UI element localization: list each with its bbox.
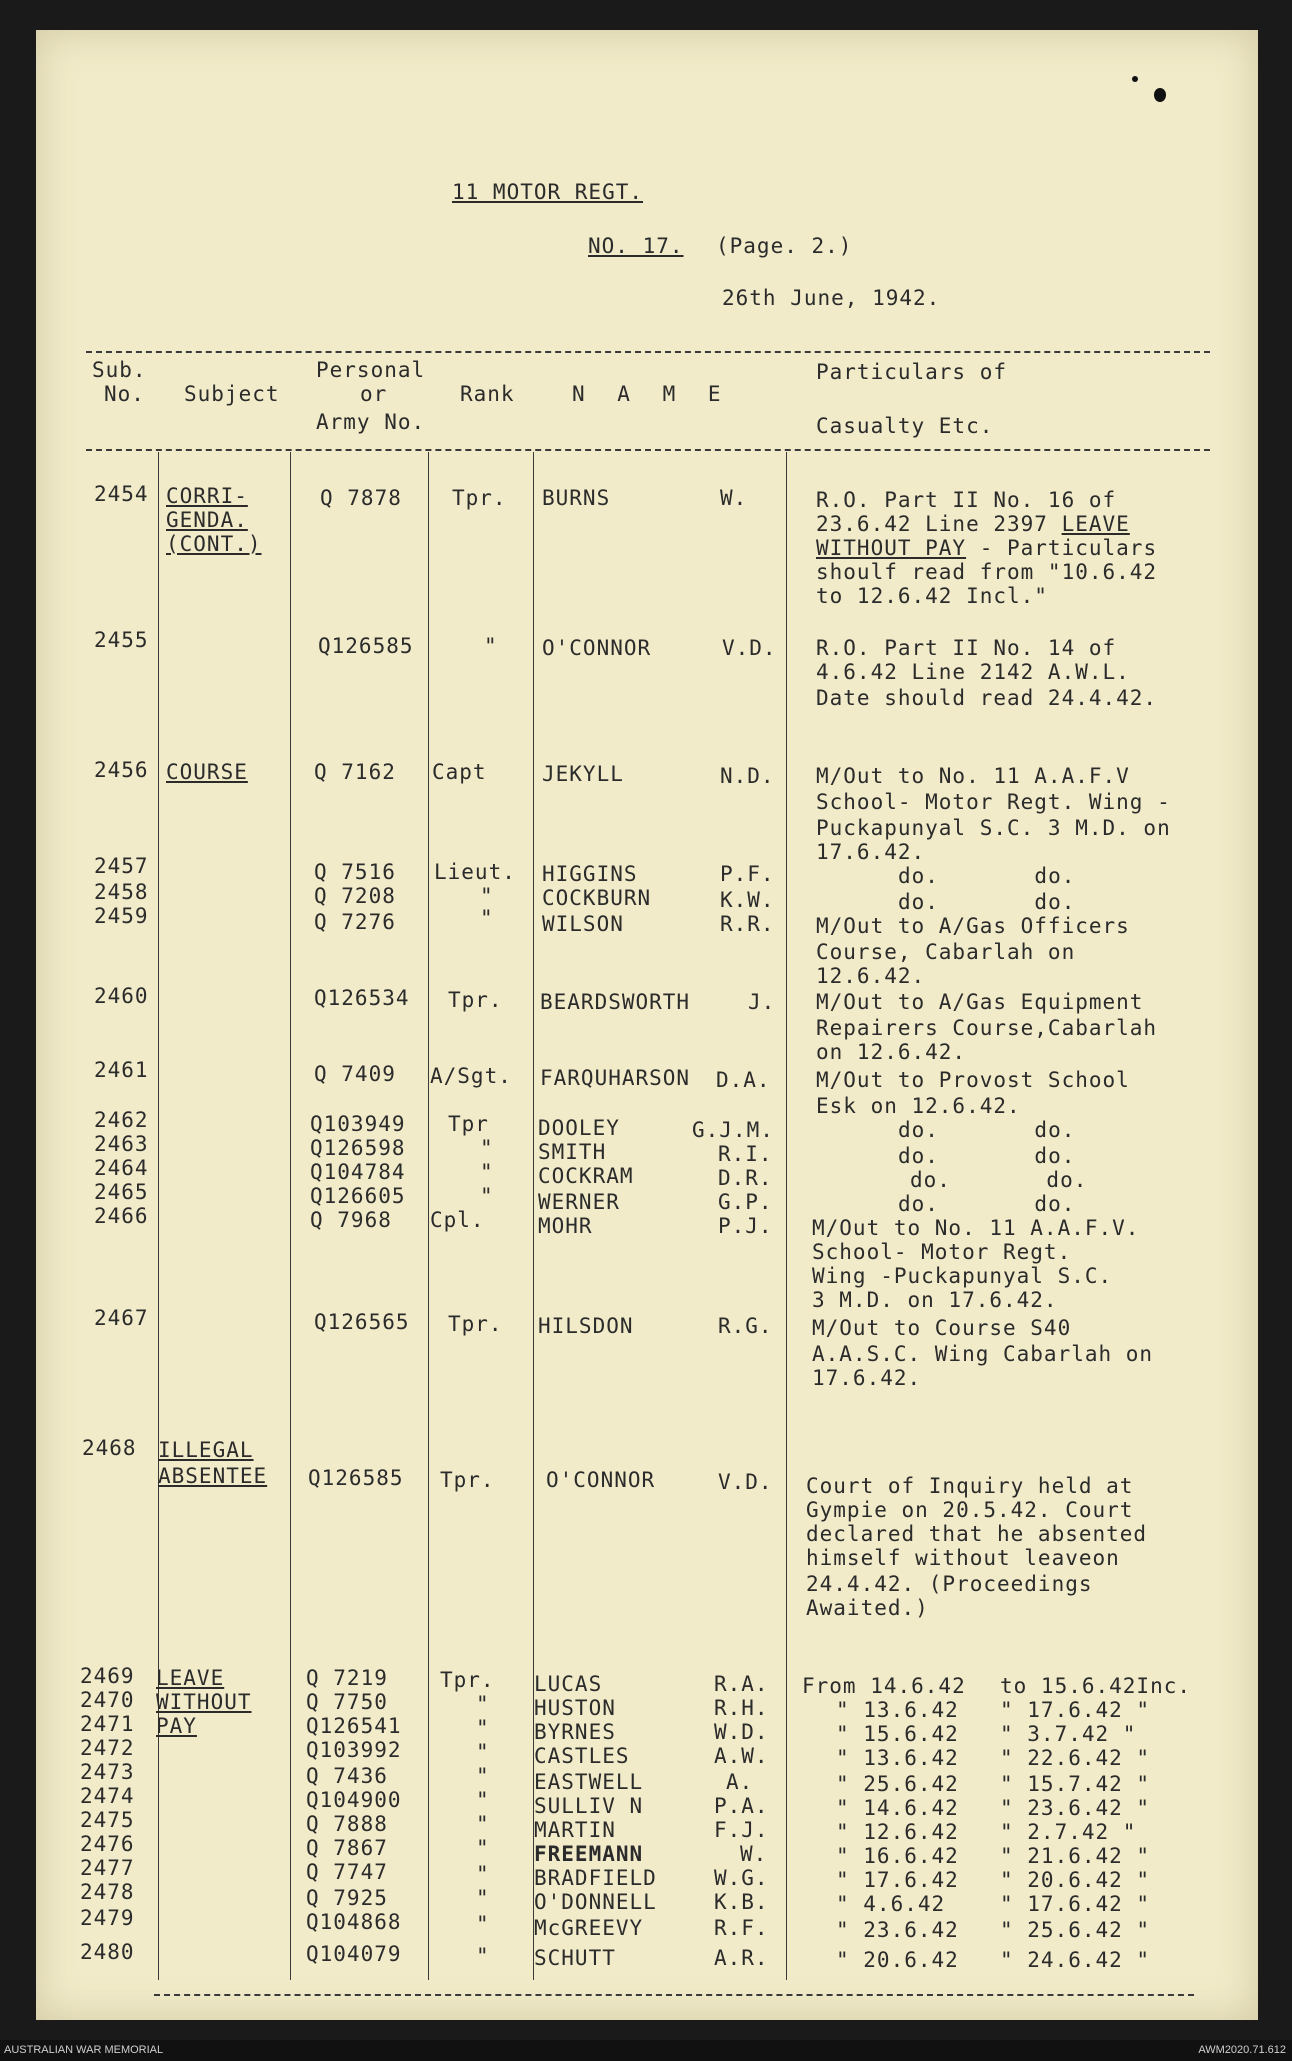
serial-number: 2464 xyxy=(94,1156,149,1180)
particulars-line: Course, Cabarlah on xyxy=(816,940,1076,964)
initials: D.A. xyxy=(716,1068,771,1092)
particulars-line: R.O. Part II No. 16 of xyxy=(816,488,1117,512)
initials: D.R. xyxy=(718,1166,773,1190)
surname: DOOLEY xyxy=(538,1116,620,1140)
particulars-line: 3 M.D. on 17.6.42. xyxy=(812,1288,1058,1312)
initials: G.J.M. xyxy=(692,1118,774,1142)
order-date: 26th June, 1942. xyxy=(722,286,941,310)
initials: R.R. xyxy=(720,912,775,936)
army-number: Q126605 xyxy=(310,1184,406,1208)
particulars-line: Awaited.) xyxy=(806,1596,929,1620)
rank: " xyxy=(476,1912,490,1936)
surname: LUCAS xyxy=(534,1672,603,1696)
rank: " xyxy=(480,1184,494,1208)
particulars-line: M/Out to Course S40 xyxy=(812,1316,1072,1340)
particulars-line: School- Motor Regt. Wing - xyxy=(816,790,1171,814)
particulars-line: Esk on 12.6.42. xyxy=(816,1094,1021,1118)
col-personal: or xyxy=(360,382,388,406)
rank: " xyxy=(476,1862,490,1886)
army-number: Q 7436 xyxy=(306,1764,388,1788)
serial-number: 2467 xyxy=(94,1306,149,1330)
army-number: Q 7878 xyxy=(320,486,402,510)
leave-to: to 15.6.42Inc. xyxy=(1000,1674,1192,1698)
surname: JEKYLL xyxy=(542,762,624,786)
page-number: (Page. 2.) xyxy=(716,234,853,258)
surname: HILSDON xyxy=(538,1314,634,1338)
ink-blot xyxy=(1154,88,1166,102)
leave-to: " 2.7.42 " xyxy=(1000,1820,1137,1844)
archive-reference: AWM2020.71.612 xyxy=(1198,2044,1286,2056)
particulars-line: 12.6.42. xyxy=(816,964,926,988)
particulars-line: Wing -Puckapunyal S.C. xyxy=(812,1264,1113,1288)
leave-from: " 13.6.42 xyxy=(836,1746,959,1770)
army-number: Q103992 xyxy=(306,1738,402,1762)
particulars-line: do. do. xyxy=(898,1144,1076,1168)
serial-number: 2480 xyxy=(80,1940,135,1964)
rank: Lieut. xyxy=(434,860,516,884)
rank: " xyxy=(480,906,494,930)
rank: " xyxy=(480,1136,494,1160)
initials: R.A. xyxy=(714,1672,769,1696)
particulars-line: M/Out to No. 11 A.A.F.V xyxy=(816,764,1130,788)
particulars-line: 4.6.42 Line 2142 A.W.L. xyxy=(816,660,1130,684)
army-number: Q126534 xyxy=(314,986,410,1010)
rank: " xyxy=(480,1160,494,1184)
column-rule xyxy=(786,452,787,1980)
serial-number: 2455 xyxy=(94,628,149,652)
particulars-line xyxy=(816,536,1157,560)
initials: V.D. xyxy=(722,636,777,660)
serial-number: 2462 xyxy=(94,1108,149,1132)
leave-to: " 20.6.42 " xyxy=(1000,1868,1151,1892)
order-number: NO. 17. xyxy=(588,234,684,258)
serial-number: 2471 xyxy=(80,1712,135,1736)
leave-to: " 17.6.42 " xyxy=(1000,1698,1151,1722)
initials: P.A. xyxy=(714,1794,769,1818)
particulars-line: 24.4.42. (Proceedings xyxy=(806,1572,1093,1596)
serial-number: 2472 xyxy=(80,1736,135,1760)
particulars-line: 17.6.42. xyxy=(816,840,926,864)
col-particulars: Casualty Etc. xyxy=(816,414,994,438)
surname: EASTWELL xyxy=(534,1770,644,1794)
column-rule xyxy=(428,452,429,1980)
leave-to: " 17.6.42 " xyxy=(1000,1892,1151,1916)
particulars-line: M/Out to A/Gas Equipment xyxy=(816,990,1144,1014)
col-subject: Subject xyxy=(184,382,280,406)
section-subject: PAY xyxy=(156,1714,197,1738)
rank: " xyxy=(476,1740,490,1764)
rank: " xyxy=(476,1812,490,1836)
surname: WERNER xyxy=(538,1190,620,1214)
header-divider-top xyxy=(86,351,1210,353)
leave-from: " 15.6.42 xyxy=(836,1722,959,1746)
rank: Tpr. xyxy=(448,988,503,1012)
serial-number: 2478 xyxy=(80,1880,135,1904)
particulars-text: - Particulars xyxy=(966,536,1158,560)
serial-number: 2473 xyxy=(80,1760,135,1784)
initials: J. xyxy=(748,990,776,1014)
serial-number: 2479 xyxy=(80,1906,135,1930)
initials: A.R. xyxy=(714,1946,769,1970)
rank: " xyxy=(476,1692,490,1716)
surname: O'DONNELL xyxy=(534,1890,657,1914)
army-number: Q 7747 xyxy=(306,1860,388,1884)
particulars-line: School- Motor Regt. xyxy=(812,1240,1072,1264)
section-subject: GENDA. xyxy=(166,508,248,532)
particulars-line: M/Out to No. 11 A.A.F.V. xyxy=(812,1216,1140,1240)
particulars-line: Court of Inquiry held at xyxy=(806,1474,1134,1498)
initials: W.G. xyxy=(714,1866,769,1890)
col-personal: Personal xyxy=(316,358,426,382)
army-number: Q104900 xyxy=(306,1788,402,1812)
rank: Cpl. xyxy=(430,1208,485,1232)
bottom-divider xyxy=(154,1994,1194,1996)
initials: R.I. xyxy=(718,1142,773,1166)
section-subject: (CONT.) xyxy=(166,532,262,556)
surname: McGREEVY xyxy=(534,1916,644,1940)
leave-to: " 25.6.42 " xyxy=(1000,1918,1151,1942)
particulars-line: shoulf read from "10.6.42 xyxy=(816,560,1158,584)
serial-number: 2463 xyxy=(94,1132,149,1156)
surname: WILSON xyxy=(542,912,624,936)
surname: BYRNES xyxy=(534,1720,616,1744)
col-sub-no: Sub. xyxy=(92,358,147,382)
surname: BRADFIELD xyxy=(534,1866,657,1890)
surname: BEARDSWORTH xyxy=(540,990,691,1014)
serial-number: 2461 xyxy=(94,1058,149,1082)
particulars-line: Puckapunyal S.C. 3 M.D. on xyxy=(816,816,1171,840)
army-number: Q 7219 xyxy=(306,1666,388,1690)
unit-title: 11 MOTOR REGT. xyxy=(452,180,644,204)
rank: " xyxy=(476,1836,490,1860)
army-number: Q126585 xyxy=(308,1466,404,1490)
leave-from: " 4.6.42 xyxy=(836,1892,946,1916)
army-number: Q 7409 xyxy=(314,1062,396,1086)
leave-from: " 12.6.42 xyxy=(836,1820,959,1844)
col-name: N A M E xyxy=(572,382,731,406)
army-number: Q126598 xyxy=(310,1136,406,1160)
section-subject: CORRI- xyxy=(166,484,248,508)
initials: R.G. xyxy=(718,1314,773,1338)
army-number: Q 7516 xyxy=(314,860,396,884)
leave-to: " 3.7.42 " xyxy=(1000,1722,1137,1746)
rank: " xyxy=(476,1764,490,1788)
particulars-line: Date should read 24.4.42. xyxy=(816,686,1158,710)
initials: P.F. xyxy=(720,862,775,886)
particulars-line: do. do. xyxy=(898,1192,1076,1216)
army-number: Q 7867 xyxy=(306,1836,388,1860)
surname: O'CONNOR xyxy=(542,636,652,660)
rank: " xyxy=(484,634,498,658)
leave-to: " 21.6.42 " xyxy=(1000,1844,1151,1868)
army-number: Q 7968 xyxy=(310,1208,392,1232)
section-subject: ILLEGAL xyxy=(158,1438,254,1462)
surname: O'CONNOR xyxy=(546,1468,656,1492)
serial-number: 2475 xyxy=(80,1808,135,1832)
particulars-line: M/Out to Provost School xyxy=(816,1068,1130,1092)
particulars-line: do. do. xyxy=(898,1118,1076,1142)
army-number: Q 7925 xyxy=(306,1886,388,1910)
serial-number: 2477 xyxy=(80,1856,135,1880)
army-number: Q104784 xyxy=(310,1160,406,1184)
initials: P.J. xyxy=(718,1214,773,1238)
section-subject: COURSE xyxy=(166,760,248,784)
initials: R.H. xyxy=(714,1696,769,1720)
particulars-line: do. do. xyxy=(898,890,1076,914)
particulars-line: Repairers Course,Cabarlah xyxy=(816,1016,1158,1040)
leave-from: " 20.6.42 xyxy=(836,1948,959,1972)
particulars-text: WITHOUT PAY xyxy=(816,536,967,560)
particulars-line: M/Out to A/Gas Officers xyxy=(816,914,1130,938)
rank: " xyxy=(480,884,494,908)
surname: COCKRAM xyxy=(538,1164,634,1188)
army-number: Q126565 xyxy=(314,1310,410,1334)
army-number: Q126585 xyxy=(318,634,414,658)
column-rule xyxy=(290,452,291,1980)
surname: SCHUTT xyxy=(534,1946,616,1970)
col-rank: Rank xyxy=(460,382,515,406)
rank: " xyxy=(476,1788,490,1812)
army-number: Q104868 xyxy=(306,1910,402,1934)
serial-number: 2457 xyxy=(94,854,149,878)
leave-to: " 23.6.42 " xyxy=(1000,1796,1151,1820)
initials: F.J. xyxy=(714,1818,769,1842)
section-subject: ABSENTEE xyxy=(158,1464,268,1488)
particulars-line: Gympie on 20.5.42. Court xyxy=(806,1498,1134,1522)
army-number: Q 7208 xyxy=(314,884,396,908)
particulars-line: R.O. Part II No. 14 of xyxy=(816,636,1117,660)
leave-to: " 15.7.42 " xyxy=(1000,1772,1151,1796)
rank: Tpr. xyxy=(452,486,507,510)
ink-blot xyxy=(1132,76,1138,82)
particulars-line: do. do. xyxy=(910,1168,1088,1192)
serial-number: 2469 xyxy=(80,1664,135,1688)
surname: HUSTON xyxy=(534,1696,616,1720)
particulars-line: do. do. xyxy=(898,864,1076,888)
surname: SMITH xyxy=(538,1140,607,1164)
serial-number: 2465 xyxy=(94,1180,149,1204)
initials: A.W. xyxy=(714,1744,769,1768)
leave-from: " 25.6.42 xyxy=(836,1772,959,1796)
serial-number: 2454 xyxy=(94,482,149,506)
surname: MARTIN xyxy=(534,1818,616,1842)
initials: V.D. xyxy=(718,1470,773,1494)
rank: " xyxy=(476,1944,490,1968)
initials: W. xyxy=(720,486,748,510)
leave-from: " 14.6.42 xyxy=(836,1796,959,1820)
rank: " xyxy=(476,1886,490,1910)
serial-number: 2466 xyxy=(94,1204,149,1228)
particulars-line: on 12.6.42. xyxy=(816,1040,967,1064)
particulars-line: to 12.6.42 Incl." xyxy=(816,584,1048,608)
surname: FARQUHARSON xyxy=(540,1066,691,1090)
col-particulars: Particulars of xyxy=(816,360,1008,384)
serial-number: 2459 xyxy=(94,904,149,928)
initials: R.F. xyxy=(714,1916,769,1940)
initials: N.D. xyxy=(720,764,775,788)
army-number: Q 7888 xyxy=(306,1812,388,1836)
serial-number: 2468 xyxy=(82,1436,137,1460)
surname: MOHR xyxy=(538,1214,593,1238)
serial-number: 2476 xyxy=(80,1832,135,1856)
army-number: Q104079 xyxy=(306,1942,402,1966)
initials: W.D. xyxy=(714,1720,769,1744)
leave-from: " 23.6.42 xyxy=(836,1918,959,1942)
army-number: Q103949 xyxy=(310,1112,406,1136)
archive-name: AUSTRALIAN WAR MEMORIAL xyxy=(4,2044,164,2056)
army-number: Q 7750 xyxy=(306,1690,388,1714)
archive-footer xyxy=(0,2040,1292,2061)
rank: Tpr. xyxy=(448,1312,503,1336)
column-rule xyxy=(158,452,159,1980)
serial-number: 2470 xyxy=(80,1688,135,1712)
header-divider-bottom xyxy=(86,449,1210,451)
serial-number: 2460 xyxy=(94,984,149,1008)
rank: Capt xyxy=(432,760,487,784)
serial-number: 2458 xyxy=(94,880,149,904)
leave-to: " 22.6.42 " xyxy=(1000,1746,1151,1770)
particulars-text: 23.6.42 Line 2397 xyxy=(816,512,1062,536)
particulars-text: LEAVE xyxy=(1061,512,1130,536)
serial-number: 2456 xyxy=(94,758,149,782)
leave-from: " 17.6.42 xyxy=(836,1868,959,1892)
rank: A/Sgt. xyxy=(430,1064,512,1088)
particulars-line: 17.6.42. xyxy=(812,1366,922,1390)
leave-from: From 14.6.42 xyxy=(802,1674,966,1698)
army-number: Q 7162 xyxy=(314,760,396,784)
particulars-line: declared that he absented xyxy=(806,1522,1148,1546)
leave-from: " 13.6.42 xyxy=(836,1698,959,1722)
serial-number: 2474 xyxy=(80,1784,135,1808)
surname: HIGGINS xyxy=(542,862,638,886)
rank: Tpr xyxy=(448,1112,489,1136)
initials: K.B. xyxy=(714,1890,769,1914)
initials: W. xyxy=(740,1842,768,1866)
section-subject: WITHOUT xyxy=(156,1690,252,1714)
surname: CASTLES xyxy=(534,1744,630,1768)
initials: K.W. xyxy=(720,888,775,912)
leave-to: " 24.6.42 " xyxy=(1000,1948,1151,1972)
rank: Tpr. xyxy=(440,1468,495,1492)
surname: FREEMANN xyxy=(534,1842,644,1866)
surname: COCKBURN xyxy=(542,886,652,910)
particulars-line: A.A.S.C. Wing Cabarlah on xyxy=(812,1342,1154,1366)
army-number: Q 7276 xyxy=(314,910,396,934)
initials: G.P. xyxy=(718,1190,773,1214)
surname: BURNS xyxy=(542,486,611,510)
col-personal: Army No. xyxy=(316,410,426,434)
section-subject: LEAVE xyxy=(156,1666,225,1690)
rank: Tpr. xyxy=(440,1668,495,1692)
particulars-line xyxy=(816,512,1130,536)
initials: A. xyxy=(726,1770,754,1794)
leave-from: " 16.6.42 xyxy=(836,1844,959,1868)
army-number: Q126541 xyxy=(306,1714,402,1738)
particulars-line: himself without leaveon xyxy=(806,1546,1120,1570)
surname: SULLIV N xyxy=(534,1794,644,1818)
col-sub-no: No. xyxy=(104,382,145,406)
rank: " xyxy=(476,1716,490,1740)
